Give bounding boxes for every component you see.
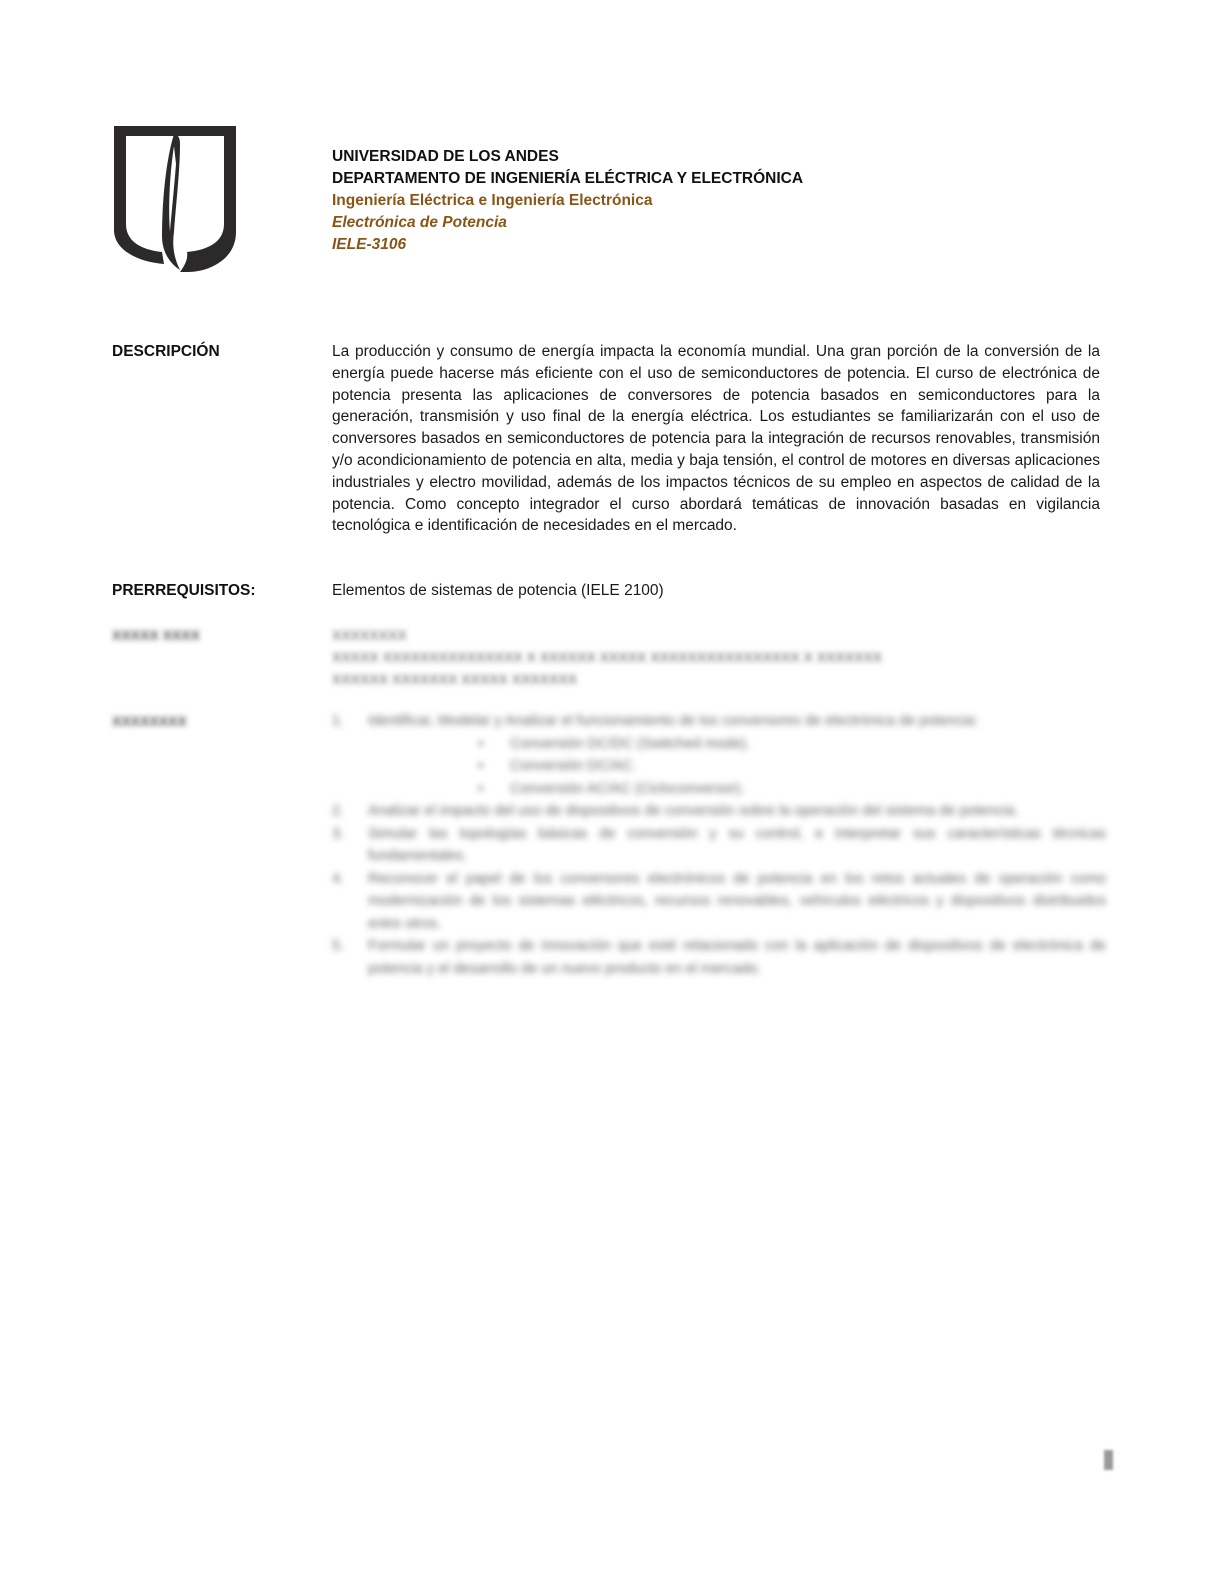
list-item bbox=[332, 868, 1106, 936]
list-item-number: 2. bbox=[332, 803, 345, 819]
blurred-section-2-label: XXXXXXXX bbox=[112, 713, 187, 729]
list-item-number: 4. bbox=[332, 870, 345, 887]
list-item bbox=[332, 823, 1106, 868]
square-bullet-icon: ▪ bbox=[478, 758, 484, 774]
page-number bbox=[1104, 1450, 1113, 1470]
course-code: IELE-3106 bbox=[332, 236, 407, 253]
sub-list-item bbox=[332, 778, 1106, 801]
list-item-number: 1. bbox=[332, 713, 345, 729]
blurred-line: XXXXX XXXXXXXXXXXXXXX X XXXXXX XXXXX XXXXXXXXXXXXXXXX X XXXXXXX bbox=[332, 649, 883, 665]
list-item-text: Identificar, Modelar y Analizar el funcionamiento de los conversores de electrónica de potencia: bbox=[368, 713, 979, 729]
sub-list-item-text: Conversión DC/DC (Switched mode). bbox=[510, 735, 751, 752]
list-item-number: 5. bbox=[332, 938, 345, 954]
prerequisites-text: Elementos de sistemas de potencia (IELE 2100) bbox=[332, 582, 664, 599]
program-name: Ingeniería Eléctrica e Ingeniería Electrónica bbox=[332, 192, 653, 209]
square-bullet-icon: ▪ bbox=[478, 735, 484, 752]
objectives-list bbox=[332, 710, 1106, 980]
sub-list-item-text: Conversión AC/AC (Cicloconversor). bbox=[510, 780, 745, 797]
university-shield-logo bbox=[108, 120, 242, 278]
sub-list-item bbox=[332, 755, 1106, 778]
blurred-line: XXXXXX XXXXXXX XXXXX XXXXXXX bbox=[332, 671, 578, 687]
list-item-text: Analizar el impacto del uso de dispositivos de conversión sobre la operación del sistema de potencia. bbox=[368, 803, 1019, 819]
course-name: Electrónica de Potencia bbox=[332, 214, 507, 231]
description-text: La producción y consumo de energía impacta la economía mundial. Una gran porción de la conversión de la energía puede hacerse más eficiente con el uso de semiconductores de potencia. El curso de electrónica de potencia presenta las aplicaciones de conversores de potencia basados en semiconductores para la generación, transmisión y uso final de la energía eléctrica. Los estudiantes se familiarizarán con el uso de conversores basados en semiconductores de potencia para la integración de recursos renovables, transmisión y/o acondicionamiento de potencia en alta, media y baja tensión, el control de motores en diversas aplicaciones industriales y electro movilidad, además de los impactos técnicos de su empleo en aspectos de calidad de la potencia. Como concepto integrador el curso abordará temáticas de innovación basadas en vigilancia tecnológica e identificación de necesidades en el mercado. bbox=[332, 343, 1100, 535]
list-item bbox=[332, 710, 1106, 733]
list-item-text: Simular las topologías básicas de conversión y su control, e interpretar sus características técnicas fundamentales. bbox=[368, 825, 1106, 864]
blurred-section-1-content bbox=[332, 624, 1100, 690]
sub-list-item-text: Conversión DC/AC. bbox=[510, 758, 637, 774]
blurred-section-1-label: XXXXX XXXX bbox=[112, 627, 200, 643]
university-name: UNIVERSIDAD DE LOS ANDES bbox=[332, 148, 559, 165]
list-item-text: Formular un proyecto de innovación que esté relacionado con la aplicación de dispositivos de electrónica de potencia y el desarrollo de un nuevo producto en el mercado. bbox=[368, 938, 1106, 977]
list-item bbox=[332, 935, 1106, 980]
prerequisites-label: PRERREQUISITOS: bbox=[112, 582, 256, 599]
department-name: DEPARTAMENTO DE INGENIERÍA ELÉCTRICA Y ELECTRÓNICA bbox=[332, 170, 804, 187]
description-label: DESCRIPCIÓN bbox=[112, 343, 220, 360]
course-header bbox=[332, 146, 803, 256]
list-item-text: Reconocer el papel de los conversores electrónicos de potencia en los retos actuales de operación como modernización de los sistemas eléctricos, recursos renovables, vehículos eléctricos y dispositivos distribuidos entre otros. bbox=[368, 870, 1106, 932]
list-item bbox=[332, 800, 1106, 823]
blurred-line: XXXXXXXX bbox=[332, 627, 407, 643]
square-bullet-icon: ▪ bbox=[478, 780, 484, 797]
sub-list-item bbox=[332, 733, 1106, 756]
page-number-text bbox=[1104, 1463, 1105, 1464]
list-item-number: 3. bbox=[332, 825, 345, 842]
